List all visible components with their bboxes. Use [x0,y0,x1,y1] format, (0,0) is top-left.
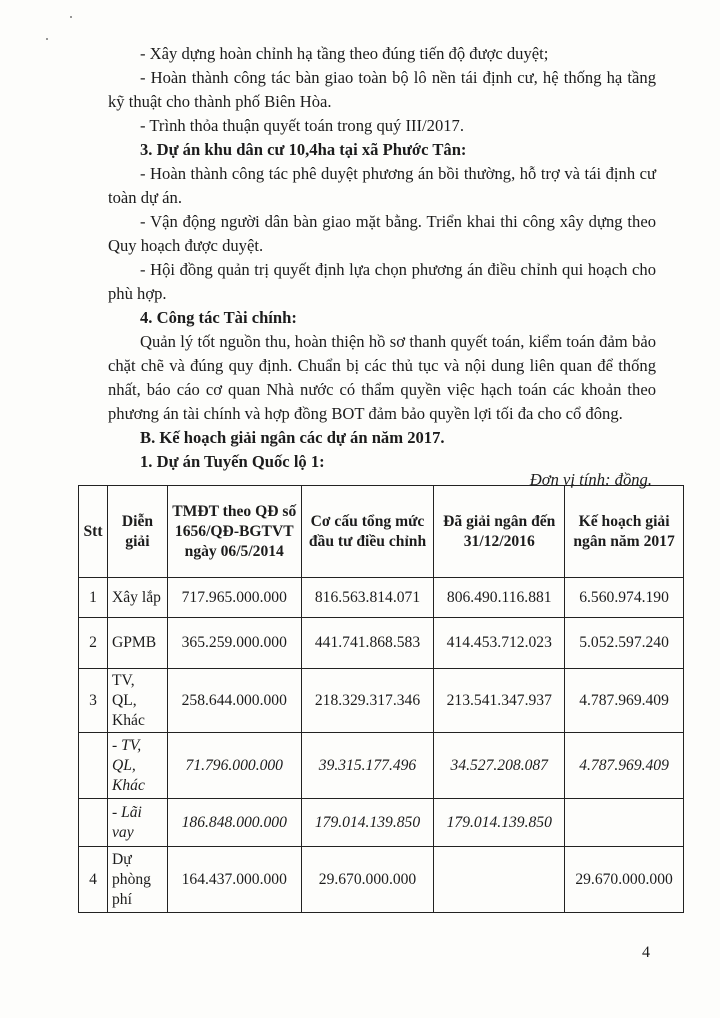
paragraph-site-clearance: - Vận động người dân bàn giao mặt bằng. Triển khai thi công xây dựng theo Quy hoạch được duyệt. [108,212,656,255]
heading-project-1: 1. Dự án Tuyến Quốc lộ 1: [140,452,325,471]
cell-stt: 1 [79,578,108,618]
cell-investment-structure: 816.563.814.071 [301,578,434,618]
heading-section-4: 4. Công tác Tài chính: [140,308,297,327]
cell-stt: 4 [79,847,108,913]
cell-stt: 2 [79,618,108,669]
table-row [79,847,684,913]
table-header-row [79,486,684,578]
disbursement-table [78,485,684,913]
cell-stt [79,733,108,799]
cell-investment-structure: 441.741.868.583 [301,618,434,669]
cell-investment-structure: 29.670.000.000 [301,847,434,913]
page-number: 4 [642,944,650,961]
cell-investment-structure: 179.014.139.850 [301,799,434,847]
header-description: Diễn giải [107,486,167,578]
table-row [79,669,684,733]
header-stt: Stt [79,486,108,578]
table-row [79,799,684,847]
cell-tmdt: 365.259.000.000 [167,618,301,669]
cell-description: Xây lắp [107,578,167,618]
scan-speck [70,16,72,18]
header-plan-2017: Kế hoạch giải ngân năm 2017 [565,486,684,578]
unit-label: Đơn vị tính: đồng. [529,470,652,489]
cell-description: GPMB [107,618,167,669]
paragraph-compensation: - Hoàn thành công tác phê duyệt phương án bồi thường, hỗ trợ và tái định cư toàn dự án. [108,164,656,207]
heading-section-b: B. Kế hoạch giải ngân các dự án năm 2017. [140,428,445,447]
cell-tmdt: 717.965.000.000 [167,578,301,618]
cell-disbursed: 213.541.347.937 [434,669,565,733]
cell-plan-2017: 4.787.969.409 [565,669,684,733]
cell-disbursed: 806.490.116.881 [434,578,565,618]
cell-investment-structure: 218.329.317.346 [301,669,434,733]
cell-stt [79,799,108,847]
cell-disbursed: 414.453.712.023 [434,618,565,669]
cell-plan-2017: 6.560.974.190 [565,578,684,618]
cell-plan-2017: 29.670.000.000 [565,847,684,913]
cell-disbursed: 34.527.208.087 [434,733,565,799]
paragraph-board-decision: - Hội đồng quản trị quyết định lựa chọn phương án điều chỉnh qui hoạch cho phù hợp. [108,260,656,303]
table-row [79,618,684,669]
cell-description: TV, QL, Khác [107,669,167,733]
cell-tmdt: 164.437.000.000 [167,847,301,913]
cell-description: - TV, QL, Khác [107,733,167,799]
header-investment-structure: Cơ cấu tổng mức đầu tư điều chỉnh [301,486,434,578]
cell-plan-2017 [565,799,684,847]
paragraph-infrastructure: - Xây dựng hoàn chỉnh hạ tầng theo đúng tiến độ được duyệt; [140,44,549,63]
cell-stt: 3 [79,669,108,733]
cell-description: - Lãi vay [107,799,167,847]
heading-section-3: 3. Dự án khu dân cư 10,4ha tại xã Phước Tân: [140,140,467,159]
cell-disbursed [434,847,565,913]
cell-tmdt: 186.848.000.000 [167,799,301,847]
cell-investment-structure: 39.315.177.496 [301,733,434,799]
cell-tmdt: 71.796.000.000 [167,733,301,799]
table-row [79,733,684,799]
paragraph-handover: - Hoàn thành công tác bàn giao toàn bộ lô nền tái định cư, hệ thống hạ tầng kỹ thuật cho thành phố Biên Hòa. [108,68,656,111]
cell-plan-2017: 5.052.597.240 [565,618,684,669]
cell-description: Dự phòng phí [107,847,167,913]
header-tmdt: TMĐT theo QĐ số 1656/QĐ-BGTVT ngày 06/5/2014 [167,486,301,578]
cell-plan-2017: 4.787.969.409 [565,733,684,799]
paragraph-finance: Quản lý tốt nguồn thu, hoàn thiện hồ sơ thanh quyết toán, kiểm toán đảm bảo chặt chẽ và đúng quy định. Chuẩn bị các thủ tục và nội dung liên quan để thống nhất, báo cáo cơ quan Nhà nước có thẩm quyền việc hạch toán các khoản theo phương án tài chính và hợp đồng BOT đảm bảo quyền lợi tối đa cho cổ đông. [108,332,656,423]
table-row [79,578,684,618]
cell-disbursed: 179.014.139.850 [434,799,565,847]
scan-speck [46,38,48,40]
paragraph-settlement: - Trình thỏa thuận quyết toán trong quý III/2017. [140,116,465,135]
cell-tmdt: 258.644.000.000 [167,669,301,733]
header-disbursed: Đã giải ngân đến 31/12/2016 [434,486,565,578]
